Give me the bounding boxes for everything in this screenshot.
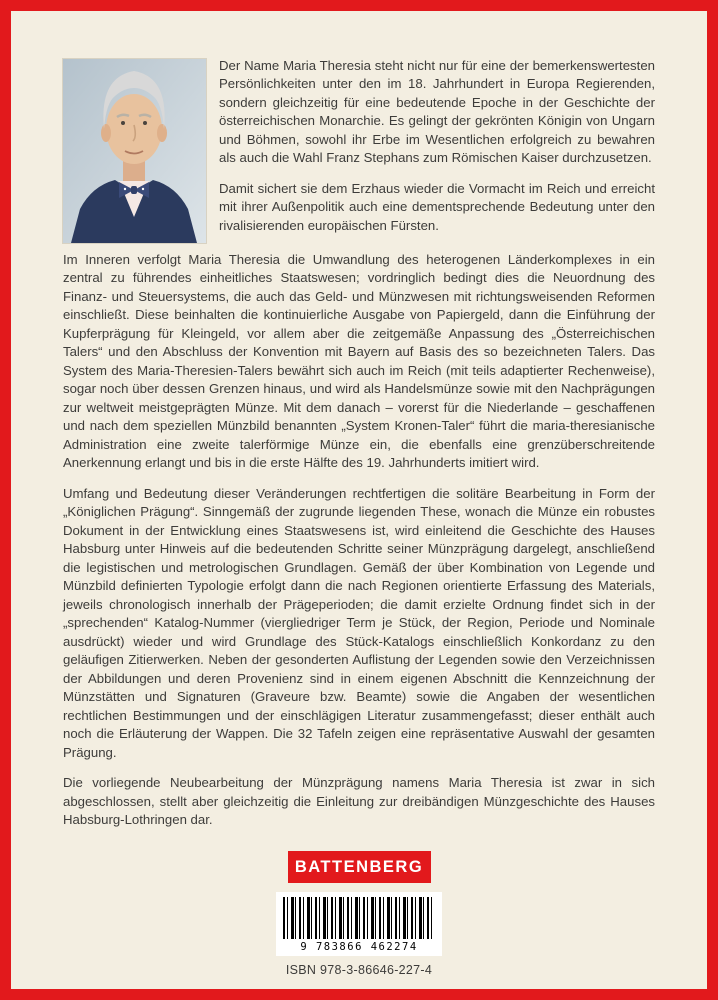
back-cover-text — [11, 11, 707, 849]
barcode-digits: 9 783866 462274 — [300, 941, 418, 953]
paragraph-body-1: Im Inneren verfolgt Maria Theresia die Umwandlung des heterogenen Länderkomplexes in ein zentral zu führendes einheitliches Staatswesen; vordringlich bedingt dies die Neuordnung des Finanz- und Steuersystems, die auch das Geld- und Münzwesen mit richtungsweisenden Reformen einschließt. Diese beinhalten die kontinuierliche Ausgabe von Papiergeld, dann die Einführung der Kupferprägung für Kleingeld, vor allem aber die zeitgemäße Anpassung des „Österreichischen Talers“ und den Abschluss der Konvention mit Bayern auf Basis des so bezeichneten Talers. Das System des Maria-Theresien-Talers bewährt sich auch im Reich (mit teils adaptierter Rechenweise), sogar noch über dessen Grenzen hinaus, und wird als Handelsmünze sowie mit den Nachprägungen zur weltweit meistgeprägten Münze. Mit dem danach – vorerst für die Niederlande – geschaffenen und nach dem speziellen Münzbild benannten „System Kronen-Taler“ führt die maria-theresianische Administration eine zweite talerförmige Münze ein, die ebenfalls eine grenzüberschreitende Anerkennung erlangt und bis in die erste Hälfte des 19. Jahrhunderts imitiert wird. — [63, 252, 655, 471]
paragraph-body-3: Die vorliegende Neubearbeitung der Münzprägung namens Maria Theresia ist zwar in sich abgeschlossen, stellt aber gleichzeitig die Einleitung zur dreibändigen Münzgeschichte des Hauses Habsburg-Lothringen dar. — [63, 775, 655, 828]
paragraph-intro-2: Damit sichert sie dem Erzhaus wieder die Vormacht im Reich und erreicht mit ihrer Außenpolitik auch eine dementsprechende Bedeutung unter den rivalisierenden europäischen Fürsten. — [219, 180, 655, 233]
barcode-bars — [283, 897, 435, 939]
paragraph-intro-1: Der Name Maria Theresia steht nicht nur für eine der bemerkenswertesten Persönlichkeiten unter den im 18. Jahrhundert in Europa Regierenden, sondern gleichzeitig für eine bedeutende Epoche in der Geschichte der österreichischen Monarchie. Es gelingt der gekrönten Königin von Ungarn und Böhmen, sowohl ihr Erbe im Wesentlichen erfolgreich zu bewahren als auch die Wahl Franz Stephans zum Römischen Kaiser durchzusetzen. — [219, 58, 655, 166]
publisher-logo — [288, 851, 431, 883]
intro-section — [63, 57, 655, 251]
publisher-logo-text: BATTENBERG — [294, 857, 424, 876]
author-photo — [63, 59, 206, 243]
paragraph-body-2: Umfang und Bedeutung dieser Veränderungen rechtfertigen die solitäre Bearbeitung in Form der „Königlichen Prägung“. Sinngemäß der zugrunde liegenden These, wonach die Münze ein robustes Dokument in der Entwicklung eines Staatswesens ist, wird einleitend die Geschichte des Hauses Habsburg unter Hinweis auf die bedeutenden Schritte seiner Münzprägung dargelegt, anschließend die legistischen und metrologischen Grundlagen. Gemäß der über Kombination von Legende und Münzbild definierten Typologie erfolgt dann die nach Regionen orientierte Erfassung des Materials, jeweils chronologisch innerhalb der Prägeperioden; die damit erzielte Ordnung findet sich in der „sprechenden“ Katalog-Nummer (viergliedriger Term je Stück, der Region, Periode und Nominale ausdrückt) wieder und wird Grundlage des Stück-Katalogs einschließlich Konkordanz zu den geläufigen Zitierwerken. Neben der gesonderten Auflistung der Legenden sowie den Verzeichnissen der Abbildungen und deren Provenienz sind in einem eigenen Abschnitt die Kennzeichnung der Münzstätten und Signaturen (Graveure bzw. Beamte) sowie die Angaben der wesentlichen rechtlichen Bestimmungen und der einschlägigen Literatur zusammengefasst; dieser enthält auch noch die Erläuterung der Wappen. Die 32 Tafeln zeigen eine repräsentative Auswahl der gesamten Prägung. — [63, 485, 655, 760]
author-portrait-illustration — [63, 59, 206, 243]
barcode — [276, 892, 442, 956]
isbn-label: ISBN 978-3-86646-227-4 — [285, 963, 433, 977]
